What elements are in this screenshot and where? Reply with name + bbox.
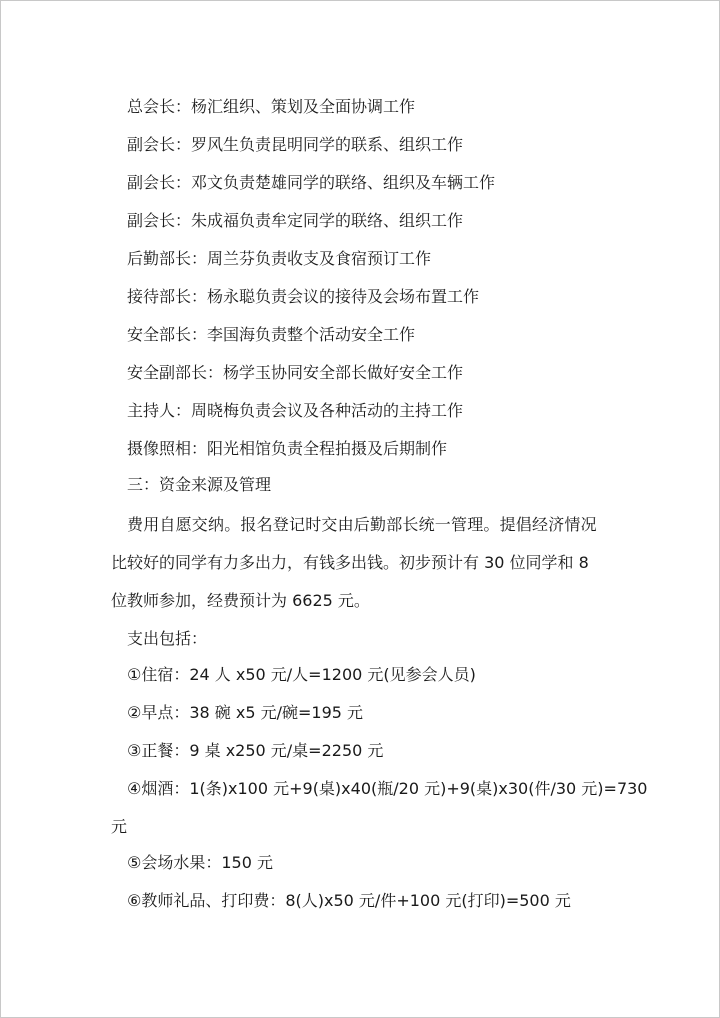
expense-item-tobacco-alcohol-wrap: 元	[111, 817, 128, 836]
funding-paragraph-line-1: 费用自愿交纳。报名登记时交由后勤部长统一管理。提倡经济情况	[127, 515, 597, 534]
expense-item-fruit: ⑤会场水果：150 元	[127, 853, 273, 872]
role-line-vice-president-3: 副会长：朱成福负责牟定同学的联络、组织工作	[127, 211, 464, 230]
role-line-logistics: 后勤部长：周兰芬负责收支及食宿预订工作	[127, 249, 432, 268]
role-line-security: 安全部长：李国海负责整个活动安全工作	[127, 325, 416, 344]
role-line-deputy-security: 安全副部长：杨学玉协同安全部长做好安全工作	[127, 363, 464, 382]
role-line-vice-president-2: 副会长：邓文负责楚雄同学的联络、组织及车辆工作	[127, 173, 496, 192]
section-heading: 三：资金来源及管理	[127, 475, 272, 494]
role-line-reception: 接待部长：杨永聪负责会议的接待及会场布置工作	[127, 287, 480, 306]
expense-item-tobacco-alcohol: ④烟酒：1(条)x100 元+9(桌)x40(瓶/20 元)+9(桌)x30(件/30 元)=730	[127, 779, 648, 798]
funding-paragraph-line-3: 位教师参加，经费预计为 6625 元。	[111, 591, 370, 610]
expense-item-meals: ③正餐：9 桌 x250 元/桌=2250 元	[127, 741, 384, 760]
role-line-vice-president-1: 副会长：罗风生负责昆明同学的联系、组织工作	[127, 135, 464, 154]
role-line-host: 主持人：周晓梅负责会议及各种活动的主持工作	[127, 401, 464, 420]
expense-item-gifts-printing: ⑥教师礼品、打印费：8(人)x50 元/件+100 元(打印)=500 元	[127, 891, 571, 910]
expense-item-breakfast: ②早点：38 碗 x5 元/碗=195 元	[127, 703, 364, 722]
funding-paragraph-line-2: 比较好的同学有力多出力，有钱多出钱。初步预计有 30 位同学和 8	[111, 553, 589, 572]
expense-item-lodging: ①住宿：24 人 x50 元/人=1200 元(见参会人员)	[127, 665, 476, 684]
role-line-president: 总会长：杨汇组织、策划及全面协调工作	[127, 97, 416, 116]
role-line-photography: 摄像照相：阳光相馆负责全程拍摄及后期制作	[127, 439, 448, 458]
expenses-intro: 支出包括：	[127, 629, 208, 648]
